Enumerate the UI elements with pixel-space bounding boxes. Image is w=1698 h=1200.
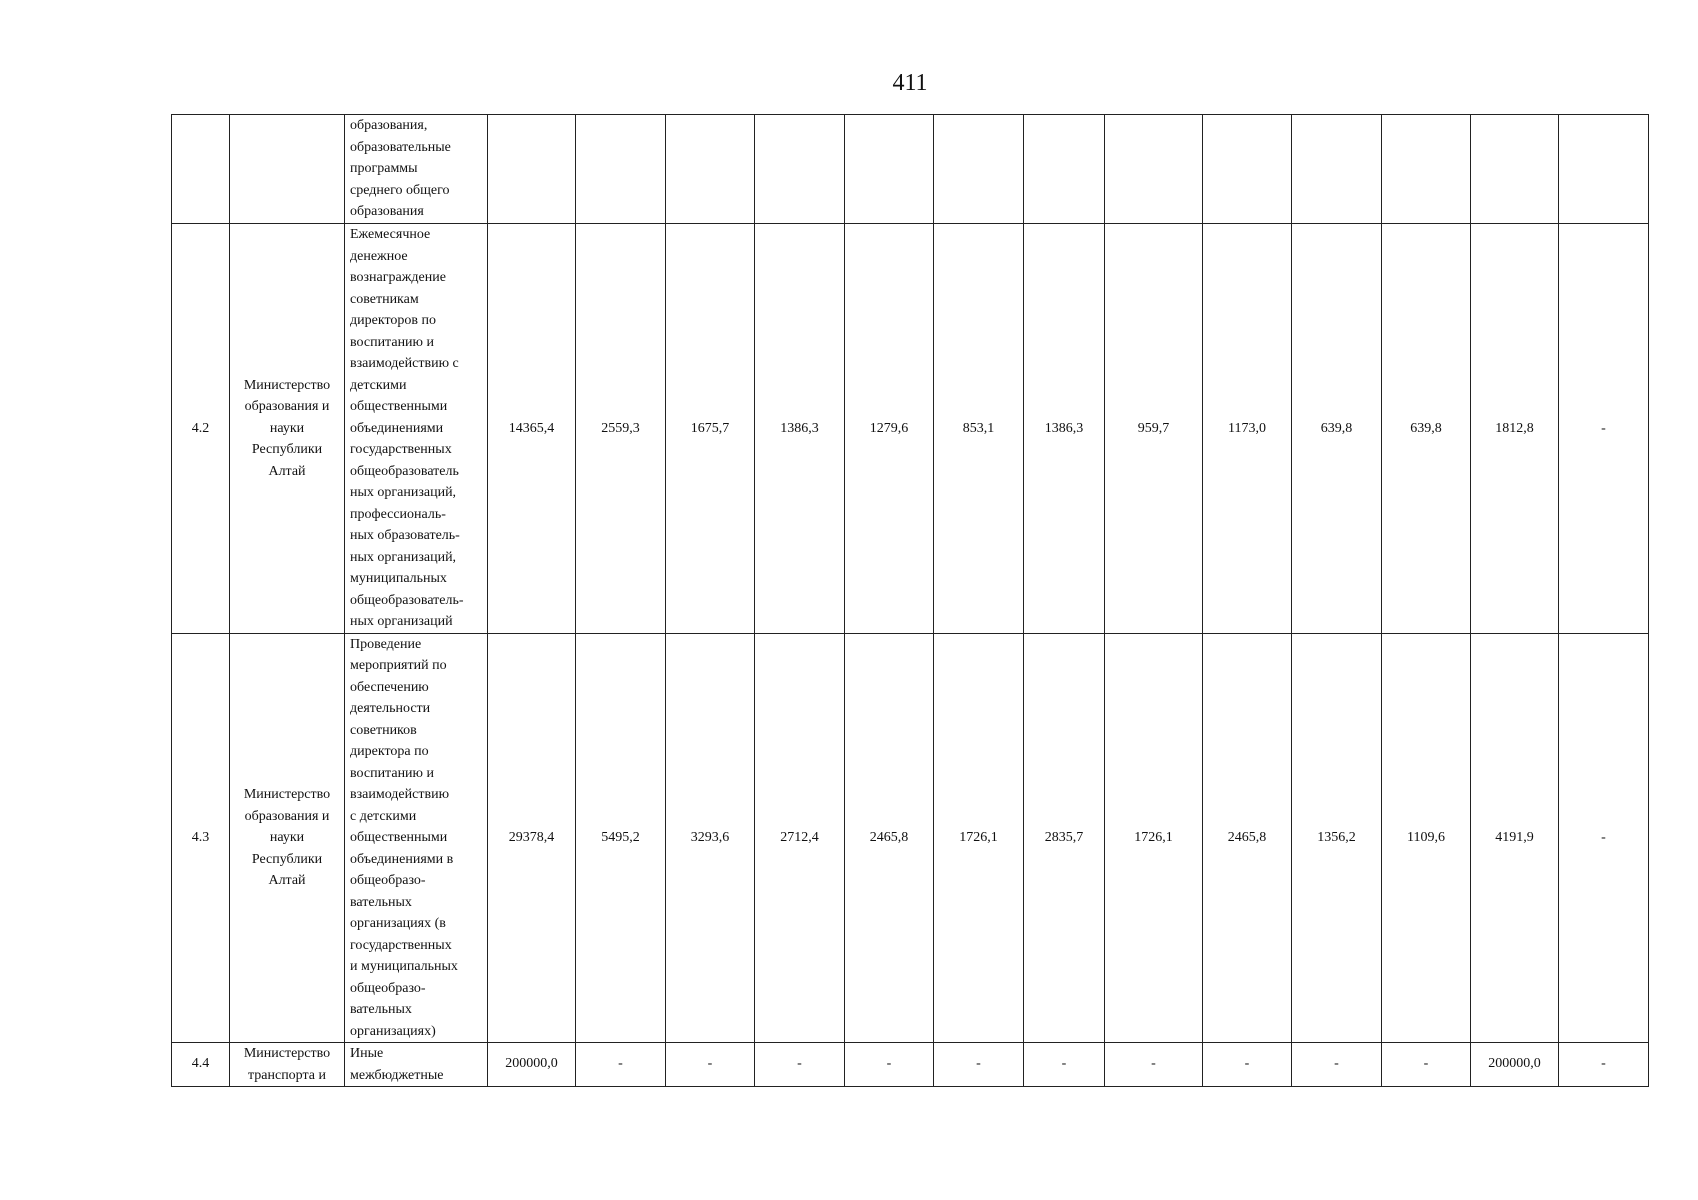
value-cell	[1105, 115, 1203, 224]
value-cell	[488, 115, 576, 224]
value-cell: 1386,3	[1024, 224, 1105, 634]
value-cell: -	[755, 1043, 845, 1087]
value-cell	[1292, 115, 1382, 224]
table-row	[172, 633, 1649, 1043]
table-row	[172, 1043, 1649, 1087]
value-cell: 1675,7	[666, 224, 755, 634]
value-cell: 2559,3	[576, 224, 666, 634]
row-number: 4.2	[172, 224, 230, 634]
value-cell: 1279,6	[845, 224, 934, 634]
table-row	[172, 224, 1649, 634]
value-cell: 1812,8	[1471, 224, 1559, 634]
value-cell	[1203, 115, 1292, 224]
row-number: 4.3	[172, 633, 230, 1043]
value-cell	[1382, 115, 1471, 224]
value-cell	[666, 115, 755, 224]
value-cell: -	[934, 1043, 1024, 1087]
value-cell	[1024, 115, 1105, 224]
value-cell: 959,7	[1105, 224, 1203, 634]
value-cell	[576, 115, 666, 224]
value-cell: 2712,4	[755, 633, 845, 1043]
value-cell: 1173,0	[1203, 224, 1292, 634]
organization-cell: Министерство образования и науки Республики Алтай	[230, 633, 345, 1043]
value-cell: 2835,7	[1024, 633, 1105, 1043]
row-number: 4.4	[172, 1043, 230, 1087]
value-cell	[845, 115, 934, 224]
description-cell: Иные межбюджетные	[345, 1043, 488, 1087]
value-cell: 1726,1	[1105, 633, 1203, 1043]
value-cell: 14365,4	[488, 224, 576, 634]
budget-table	[171, 114, 1649, 1087]
value-cell: -	[576, 1043, 666, 1087]
value-cell: -	[1559, 1043, 1649, 1087]
value-cell: 2465,8	[1203, 633, 1292, 1043]
value-cell: -	[845, 1043, 934, 1087]
organization-cell	[230, 115, 345, 224]
value-cell: 1356,2	[1292, 633, 1382, 1043]
description-cell: Проведение мероприятий по обеспечению деятельности советников директора по воспитанию и взаимодействию с детскими общественными объединениями в общеобразо- вательных организациях (в государственных и муниципальных общеобразо- вательных организациях)	[345, 633, 488, 1043]
value-cell: 3293,6	[666, 633, 755, 1043]
value-cell: 29378,4	[488, 633, 576, 1043]
table-row	[172, 115, 1649, 224]
value-cell: 1109,6	[1382, 633, 1471, 1043]
value-cell: 4191,9	[1471, 633, 1559, 1043]
value-cell: 200000,0	[488, 1043, 576, 1087]
value-cell: -	[1203, 1043, 1292, 1087]
value-cell: -	[1382, 1043, 1471, 1087]
value-cell: -	[1024, 1043, 1105, 1087]
value-cell: 2465,8	[845, 633, 934, 1043]
value-cell: -	[1292, 1043, 1382, 1087]
value-cell: 200000,0	[1471, 1043, 1559, 1087]
value-cell	[755, 115, 845, 224]
value-cell: 853,1	[934, 224, 1024, 634]
row-number	[172, 115, 230, 224]
value-cell	[934, 115, 1024, 224]
value-cell: 5495,2	[576, 633, 666, 1043]
organization-cell: Министерство транспорта и	[230, 1043, 345, 1087]
organization-cell: Министерство образования и науки Республики Алтай	[230, 224, 345, 634]
value-cell: -	[1105, 1043, 1203, 1087]
description-cell: образования, образовательные программы среднего общего образования	[345, 115, 488, 224]
value-cell	[1559, 115, 1649, 224]
value-cell: 639,8	[1382, 224, 1471, 634]
value-cell: -	[1559, 224, 1649, 634]
value-cell: 1386,3	[755, 224, 845, 634]
page-number: 411	[892, 70, 928, 96]
value-cell: 639,8	[1292, 224, 1382, 634]
value-cell: 1726,1	[934, 633, 1024, 1043]
value-cell	[1471, 115, 1559, 224]
description-cell: Ежемесячное денежное вознаграждение советникам директоров по воспитанию и взаимодействию с детскими общественными объединениями государственных общеобразователь ных организаций, профессиональ- ных образователь- ных организаций, муниципальных общеобразователь- ных организаций	[345, 224, 488, 634]
value-cell: -	[666, 1043, 755, 1087]
value-cell: -	[1559, 633, 1649, 1043]
